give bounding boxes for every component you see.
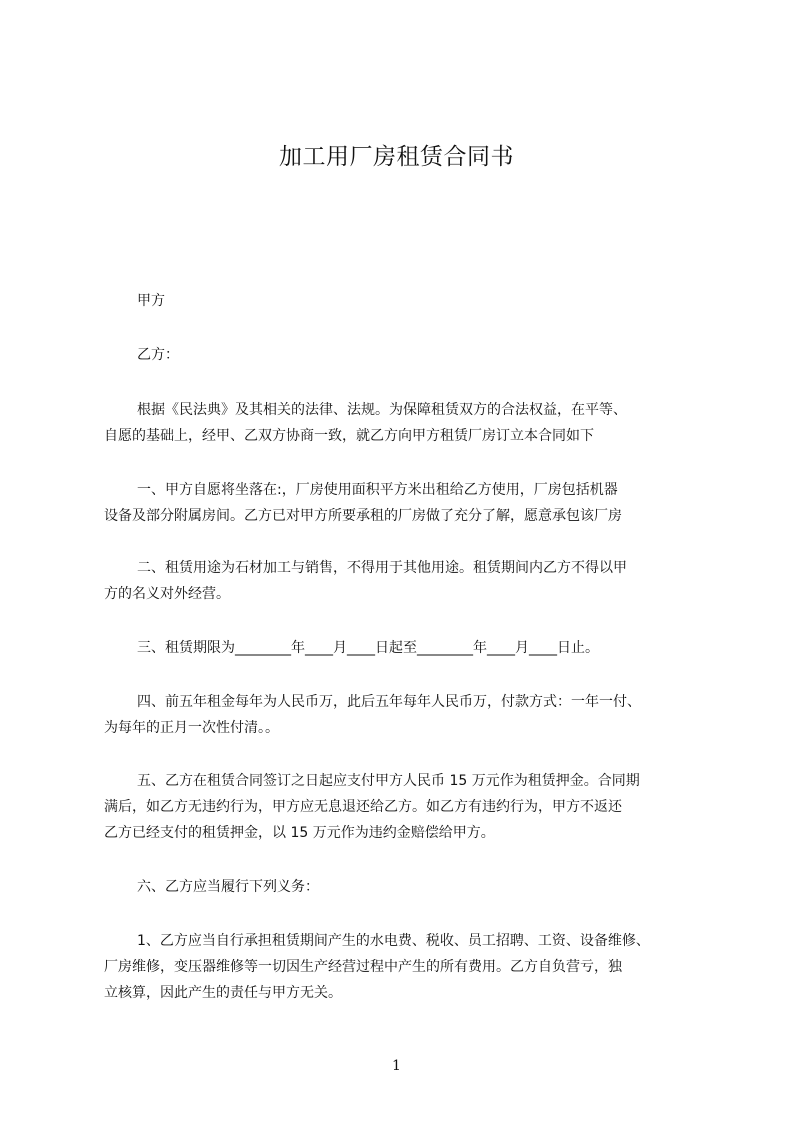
clause-2-line-2: 方的名义对外经营。 (104, 586, 230, 602)
page-number: 1 (392, 1058, 401, 1074)
clause-6-item-1-line-3: 立核算，因此产生的责任与甲方无关。 (104, 985, 342, 1001)
clause-6-item-1-line-2: 厂房维修，变压器维修等一切因生产经营过程中产生的所有费用。乙方自负营亏，独 (104, 959, 622, 975)
clause-1-line-1: 一、甲方自愿将坐落在:，厂房使用面积平方米出租给乙方使用，厂房包括机器 (137, 482, 618, 498)
clause-1-line-2: 设备及部分附属房间。乙方已对甲方所要承租的厂房做了充分了解，愿意承包该厂房 (104, 508, 622, 524)
document-title: 加工用厂房租赁合同书 (279, 144, 514, 170)
party-a-label: 甲方 (137, 293, 165, 309)
preamble-line-1: 根据《民法典》及其相关的法律、法规。为保障租赁双方的合法权益，在平等、 (137, 402, 627, 418)
party-b-label: 乙方： (137, 347, 179, 363)
clause-2-line-1: 二、租赁用途为石材加工与销售，不得用于其他用途。租赁期间内乙方不得以甲 (137, 560, 627, 576)
clause-6-line-1: 六、乙方应当履行下列义务： (137, 879, 319, 895)
clause-5-line-2: 满后，如乙方无违约行为，甲方应无息退还给乙方。如乙方有违约行为，甲方不返还 (104, 799, 622, 815)
clause-5-line-1: 五、乙方在租赁合同签订之日起应支付甲方人民币 15 万元作为租赁押金。合同期 (137, 773, 640, 789)
clause-6-item-1-line-1: 1、乙方应当自行承担租赁期间产生的水电费、税收、员工招聘、工资、设备维修、 (137, 933, 650, 949)
clause-5-line-3: 乙方已经支付的租赁押金，以 15 万元作为违约金赔偿给甲方。 (104, 825, 495, 841)
clause-4-line-2: 为每年的正月一次性付清。。 (104, 720, 279, 736)
clause-3-line-1: 三、租赁期限为________年____月____日起至________年____月____日止。 (137, 640, 599, 656)
clause-4-line-1: 四、前五年租金每年为人民币万，此后五年每年人民币万，付款方式：一年一付、 (137, 694, 641, 710)
preamble-line-2: 自愿的基础上，经甲、乙双方协商一致，就乙方向甲方租赁厂房订立本合同如下 (104, 428, 594, 444)
